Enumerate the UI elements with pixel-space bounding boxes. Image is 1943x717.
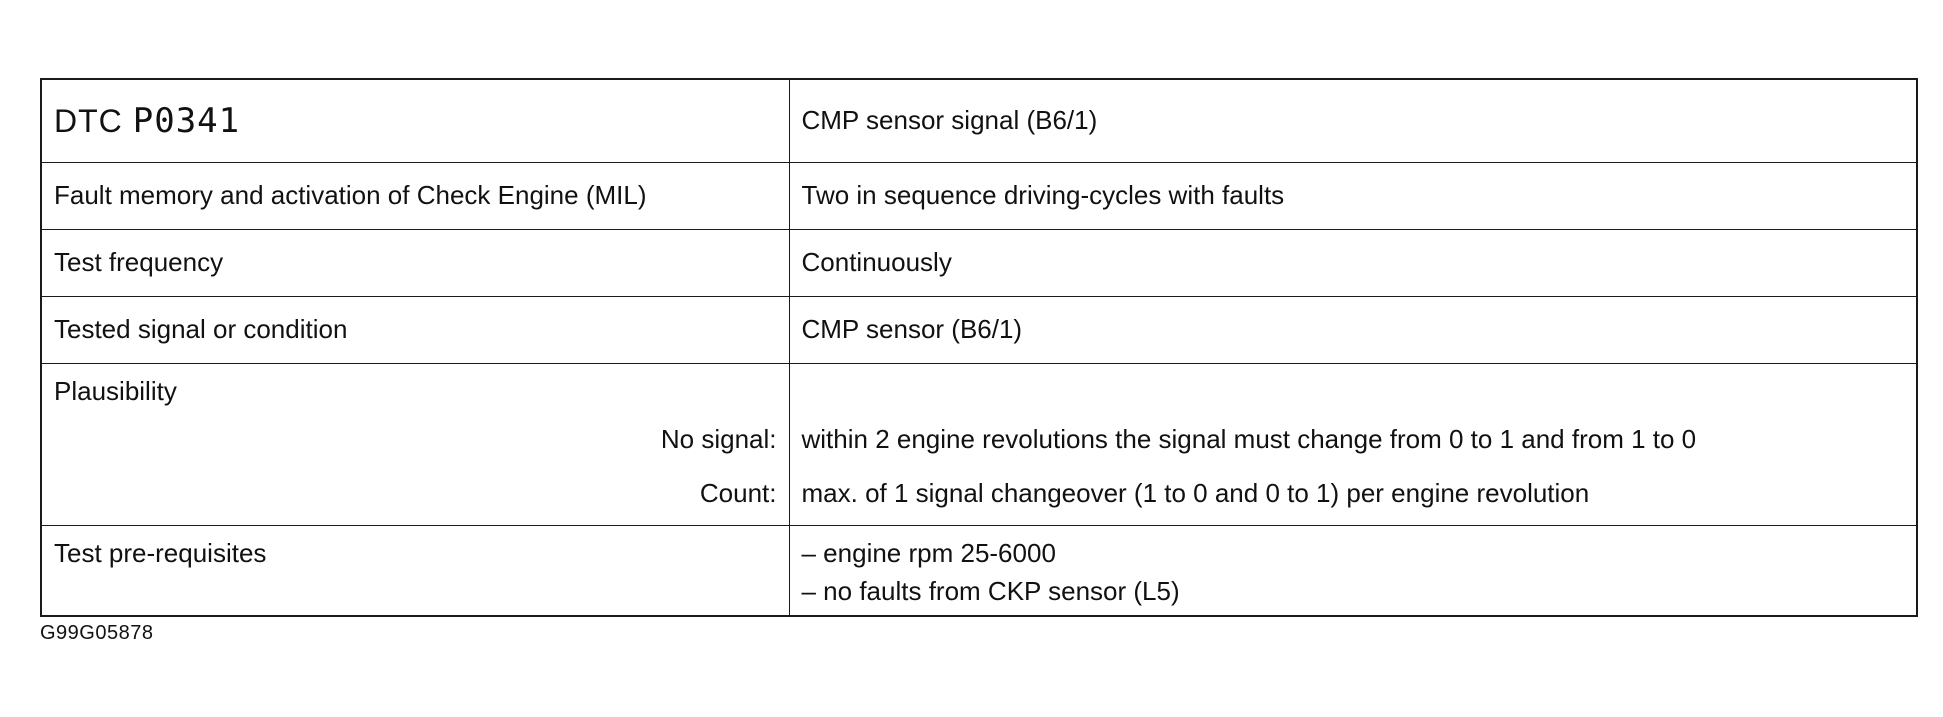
row-label-fault-memory: Fault memory and activation of Check Engine (MIL)	[42, 163, 789, 230]
row-value-tested-signal: CMP sensor (B6/1)	[789, 297, 1916, 364]
table-row	[42, 297, 1916, 364]
count-label: Count:	[699, 478, 777, 508]
dtc-table-grid	[42, 80, 1916, 615]
table-row-plausibility	[42, 364, 1916, 526]
dtc-code: P0341	[132, 100, 241, 141]
prerequisites-value-cell	[789, 526, 1916, 616]
prerequisites-label: Test pre-requisites	[54, 538, 267, 568]
prerequisites-label-cell	[42, 526, 789, 616]
prerequisite-item: – engine rpm 25-6000	[801, 538, 1056, 568]
no-signal-label: No signal:	[660, 424, 777, 454]
prerequisite-item: – no faults from CKP sensor (L5)	[801, 576, 1180, 606]
table-row	[42, 230, 1916, 297]
dtc-label: DTC	[54, 102, 123, 139]
dtc-description: CMP sensor signal (B6/1)	[789, 80, 1916, 163]
dtc-cell	[42, 80, 789, 163]
row-value-test-frequency: Continuously	[789, 230, 1916, 297]
row-label-test-frequency: Test frequency	[42, 230, 789, 297]
plausibility-label-cell	[42, 364, 789, 526]
no-signal-value: within 2 engine revolutions the signal must change from 0 to 1 and from 1 to 0	[801, 424, 1697, 454]
table-row	[42, 163, 1916, 230]
plausibility-label: Plausibility	[54, 376, 177, 406]
table-row-dtc	[42, 80, 1916, 163]
row-value-fault-memory: Two in sequence driving-cycles with faults	[789, 163, 1916, 230]
dtc-table	[40, 78, 1918, 617]
count-value: max. of 1 signal changeover (1 to 0 and 0 to 1) per engine revolution	[801, 478, 1590, 508]
figure-code: G99G05878	[40, 622, 154, 644]
table-row-prerequisites	[42, 526, 1916, 616]
plausibility-value-cell	[789, 364, 1916, 526]
row-label-tested-signal: Tested signal or condition	[42, 297, 789, 364]
